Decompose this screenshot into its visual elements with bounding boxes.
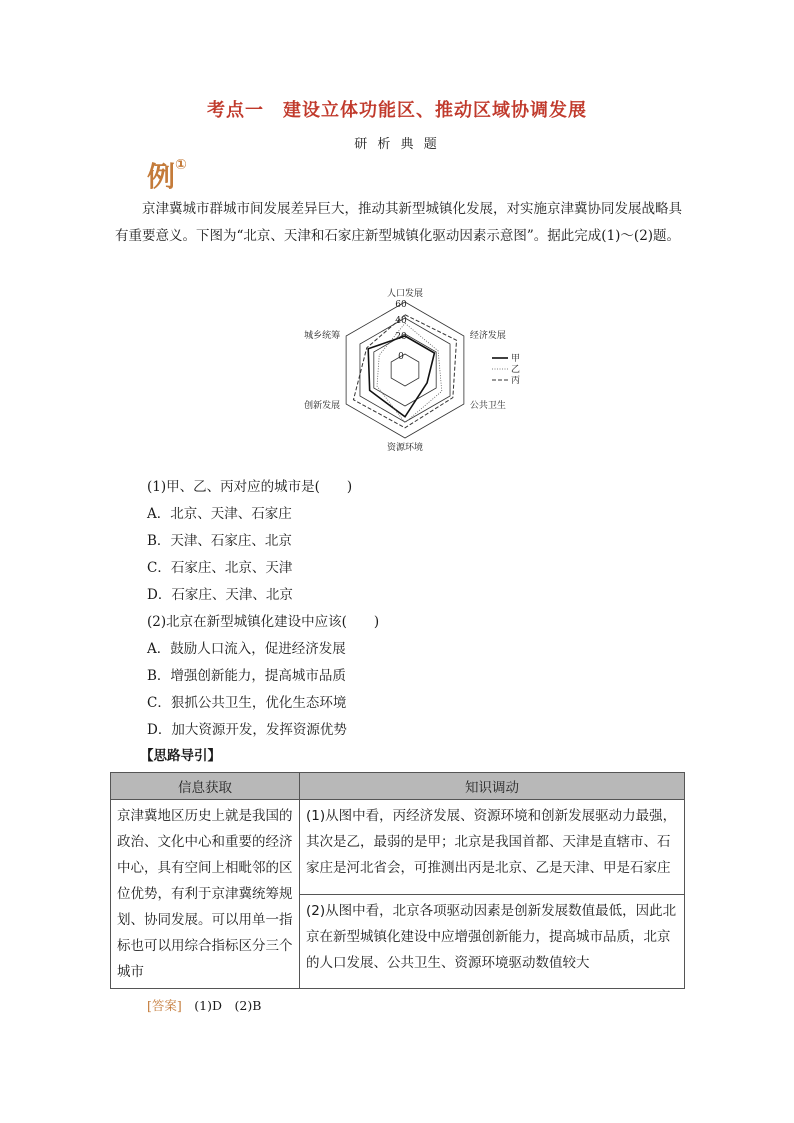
axis-label-5: 城乡统筹 xyxy=(304,331,341,341)
guide-table xyxy=(110,772,685,989)
question-1-option-c[interactable]: C．石家庄、北京、天津 xyxy=(147,560,293,576)
section-subtitle: 研 析 典 题 xyxy=(354,137,440,152)
legend-label-甲: 甲 xyxy=(511,354,521,364)
question-2-option-c[interactable]: C．狠抓公共卫生，优化生态环境 xyxy=(147,695,347,711)
question-2-stem: (2)北京在新型城镇化建设中应该( ) xyxy=(147,614,380,630)
guide-knowledge-1: (1)从图中看，丙经济发展、资源环境和创新发展驱动力最强，其次是乙，最弱的是甲；北京是我国首都、天津是直辖市、石家庄是河北省会，可推测出丙是北京、乙是天津、甲是石家庄 xyxy=(300,800,685,895)
axis-label-1: 经济发展 xyxy=(469,331,506,341)
question-1-option-b[interactable]: B．天津、石家庄、北京 xyxy=(147,533,292,549)
axis-label-0: 人口发展 xyxy=(386,289,424,299)
tick-label-20: 20 xyxy=(395,332,407,342)
legend-label-丙: 丙 xyxy=(511,376,521,386)
guide-info-cell: 京津冀地区历史上就是我国的政治、文化中心和重要的经济中心，具有空间上相毗邻的区位优势，有利于京津冀统筹规划、协同发展。可以用单一指标也可以用综合指标区分三个城市 xyxy=(111,800,300,989)
question-1-option-d[interactable]: D．石家庄、天津、北京 xyxy=(147,587,293,603)
answer-text: (1)D (2)B xyxy=(194,998,262,1013)
grid-ring-1 xyxy=(374,334,436,406)
guide-header-info: 信息获取 xyxy=(111,773,300,800)
guide-label: 【思路导引】 xyxy=(140,748,221,764)
grid-ring-0 xyxy=(391,354,419,386)
question-2-option-d[interactable]: D．加大资源开发，发挥资源优势 xyxy=(147,722,347,738)
guide-header-knowledge: 知识调动 xyxy=(300,773,685,800)
question-1-option-a[interactable]: A．北京、天津、石家庄 xyxy=(147,506,292,522)
question-1-stem: (1)甲、乙、丙对应的城市是( ) xyxy=(147,479,353,495)
axis-label-4: 创新发展 xyxy=(304,401,341,411)
radar-legend xyxy=(492,353,520,386)
answer-line xyxy=(147,996,261,1014)
tick-label-60: 60 xyxy=(395,300,407,310)
tick-label-0: 0 xyxy=(398,352,404,362)
section-title: 考点一 建设立体功能区、推动区域协调发展 xyxy=(207,100,587,121)
axis-label-2: 公共卫生 xyxy=(469,401,506,411)
question-2-option-a[interactable]: A．鼓励人口流入，促进经济发展 xyxy=(147,641,346,657)
intro-paragraph: 京津冀城市群城市间发展差异巨大，推动其新型城镇化发展，对实施京津冀协同发展战略具有重要意义。下图为“北京、天津和石家庄新型城镇化驱动因素示意图”。据此完成(1)～(2)题。 xyxy=(115,201,682,244)
answer-tag: [答案] xyxy=(147,998,182,1013)
tick-label-40: 40 xyxy=(395,316,407,326)
legend-label-乙: 乙 xyxy=(511,365,521,375)
series-line-甲 xyxy=(368,336,434,417)
example-number: ① xyxy=(175,157,187,173)
example-char: 例 xyxy=(147,160,176,193)
question-2-option-b[interactable]: B．增强创新能力，提高城市品质 xyxy=(147,668,346,684)
radar-chart xyxy=(290,282,530,462)
guide-knowledge-2: (2)从图中看，北京各项驱动因素是创新发展数值最低，因此北京在新型城镇化建设中应增强创新能力，提高城市品质，北京的人口发展、公共卫生、资源环境驱动数值较大 xyxy=(300,894,685,989)
axis-label-3: 资源环境 xyxy=(386,443,424,453)
example-label xyxy=(147,155,187,195)
